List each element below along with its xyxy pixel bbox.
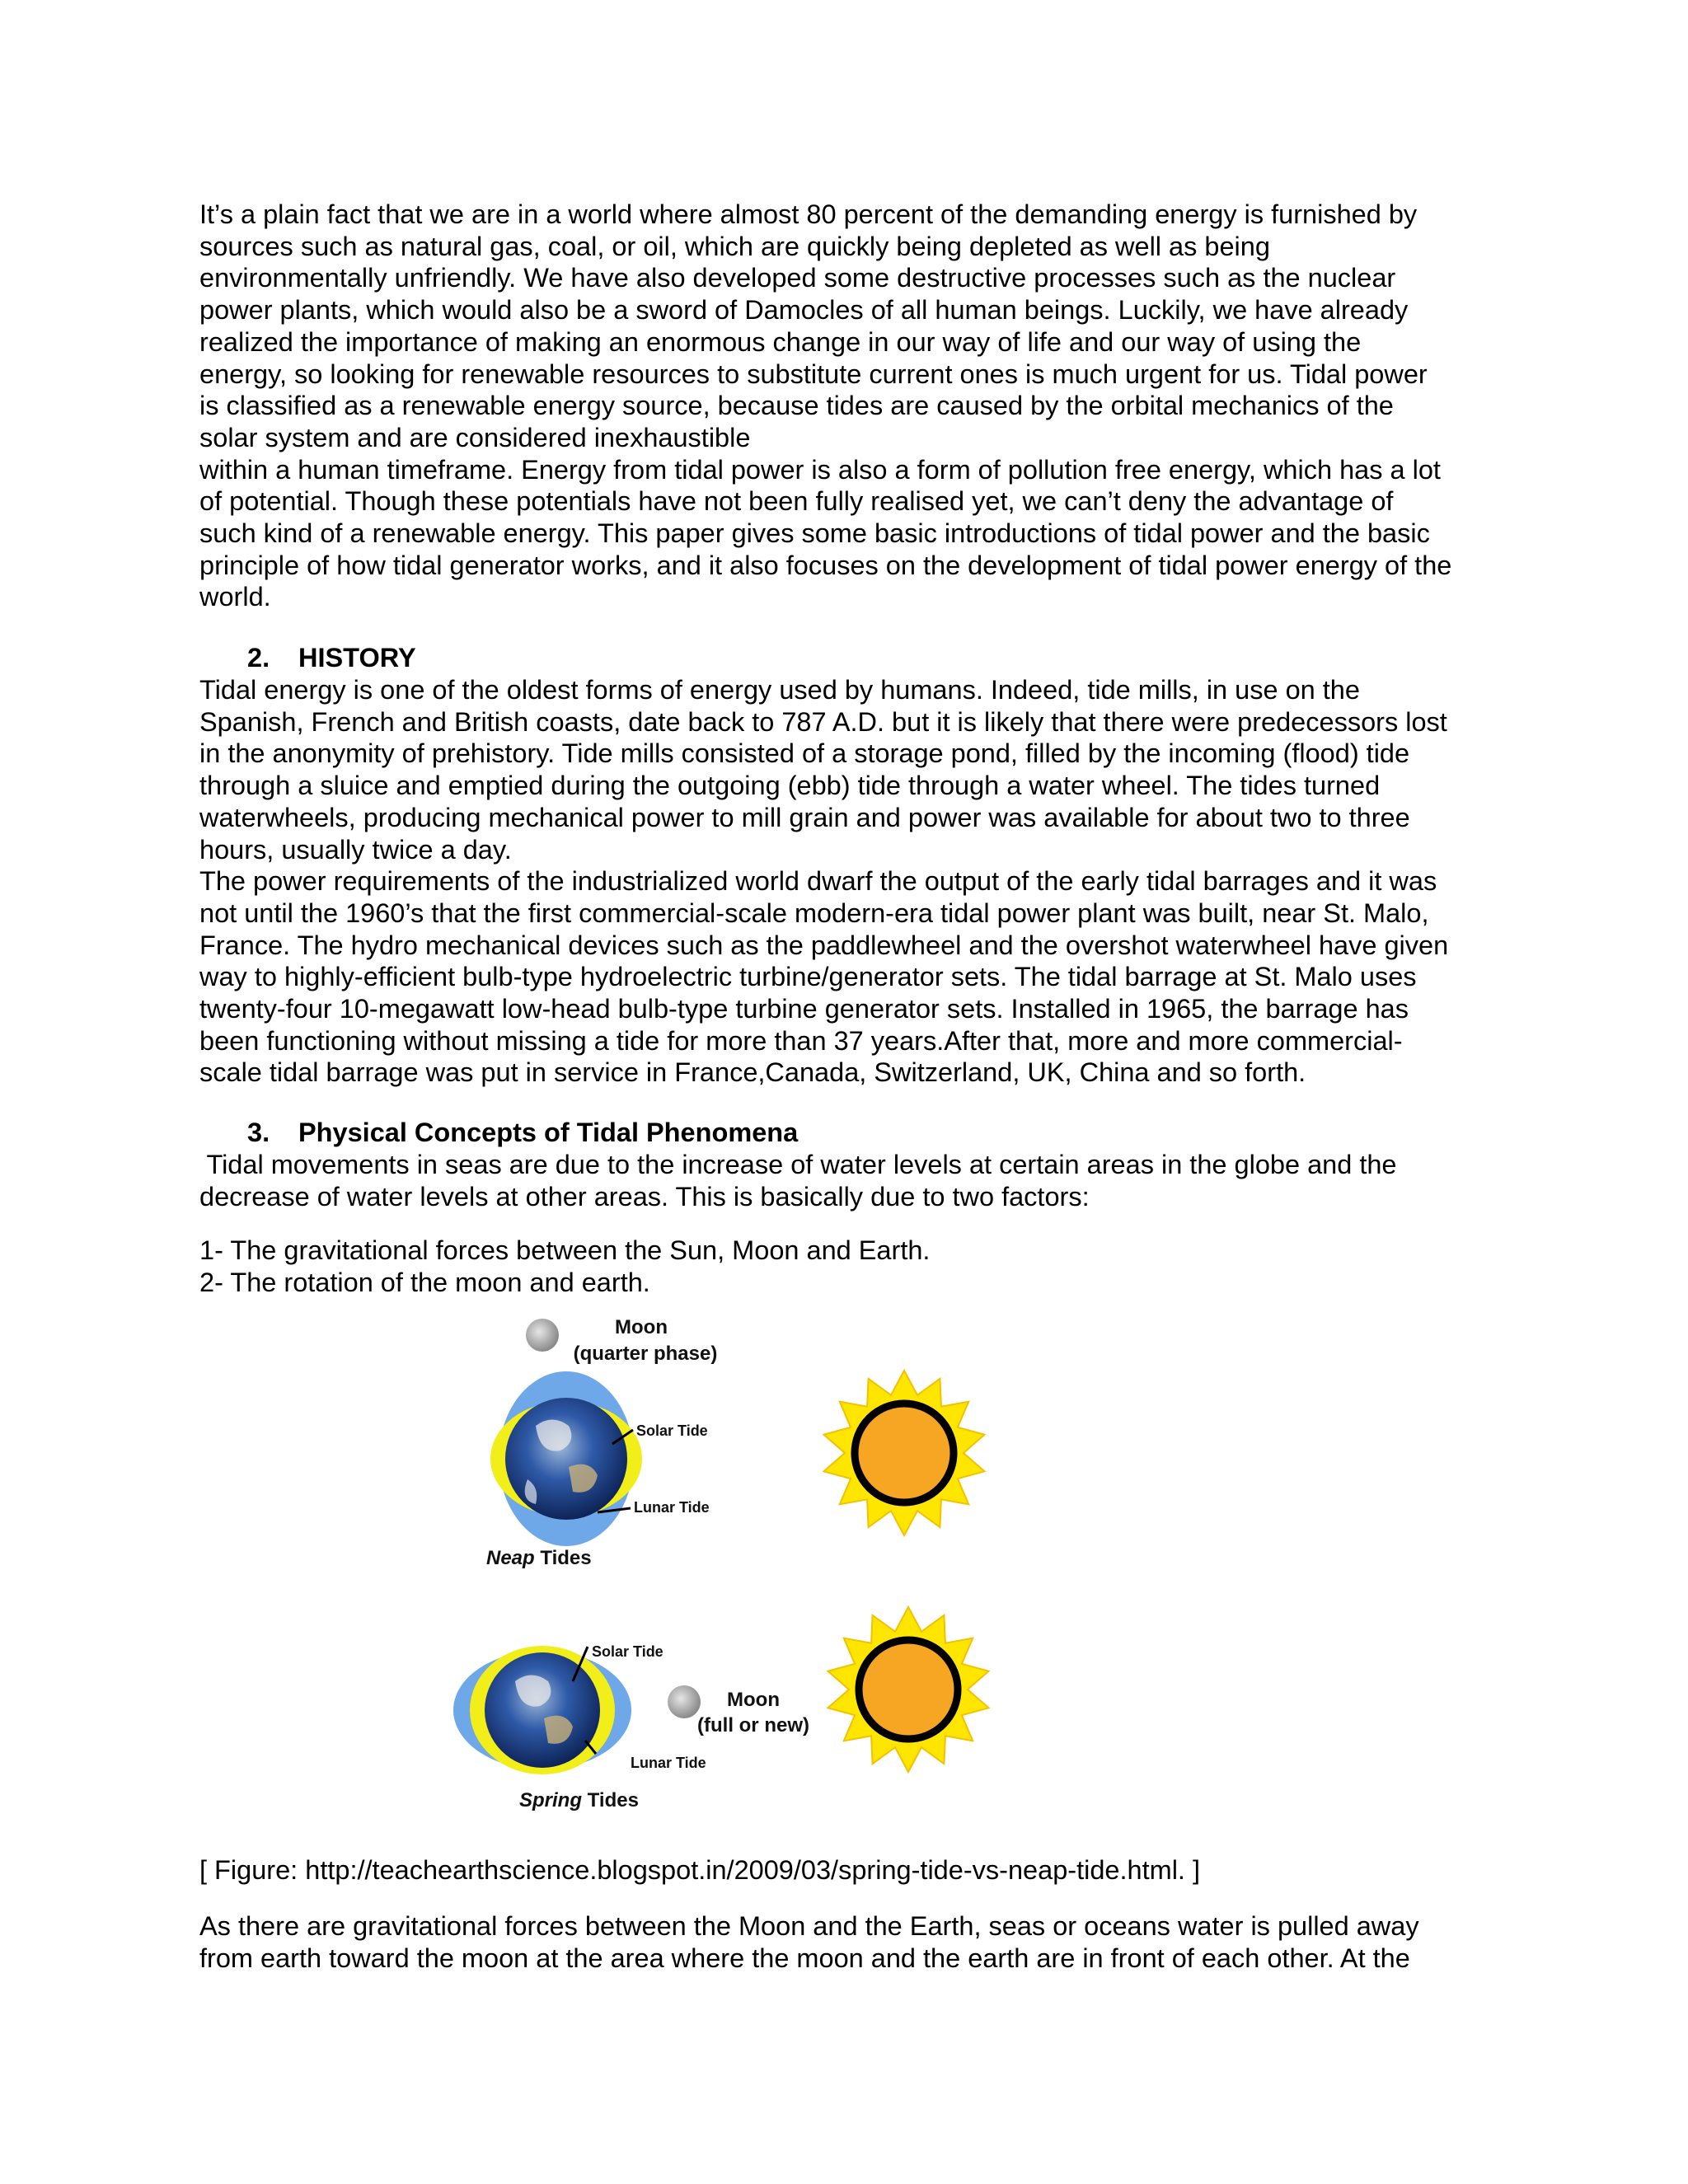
text-line: Tidal energy is one of the oldest forms of energy used by humans. Indeed, tide mills, in use on the bbox=[199, 675, 1360, 705]
text-line: energy, so looking for renewable resources to substitute current ones is much urgent for us. Tidal power bbox=[199, 359, 1428, 389]
text-line: sources such as natural gas, coal, or oil, which are quickly being depleted as well as being bbox=[199, 231, 1270, 261]
spring-lunar-tide-label: Lunar Tide bbox=[631, 1755, 706, 1771]
text-line: twenty-four 10-megawatt low-head bulb-type turbine generator sets. Installed in 1965, the barrage has bbox=[199, 994, 1409, 1024]
section-title: Physical Concepts of Tidal Phenomena bbox=[298, 1118, 799, 1147]
neap-moon bbox=[526, 1319, 559, 1352]
neap-solar-tide-label: Solar Tide bbox=[636, 1422, 708, 1439]
text-line: from earth toward the moon at the area where the moon and the earth are in front of each other. At the bbox=[199, 1943, 1410, 1973]
tides-diagram bbox=[445, 1302, 1055, 1821]
text-line: through a sluice and emptied during the outgoing (ebb) tide through a water wheel. The tides turned bbox=[199, 771, 1381, 801]
tides-figure bbox=[445, 1302, 1055, 1821]
spring-earth-group bbox=[453, 1646, 631, 1774]
spring-caption-italic: Spring bbox=[519, 1789, 582, 1811]
closing-paragraph bbox=[199, 1910, 1502, 1974]
section-number: 2. bbox=[247, 643, 270, 673]
spring-sun bbox=[828, 1607, 989, 1772]
section-heading-physical-concepts bbox=[247, 1117, 798, 1149]
spring-moon-phase-label: (full or new) bbox=[697, 1714, 809, 1736]
neap-lunar-tide-label: Lunar Tide bbox=[634, 1499, 710, 1516]
text-line: hours, usually twice a day. bbox=[199, 834, 512, 865]
spring-solar-tide-label: Solar Tide bbox=[592, 1643, 663, 1660]
text-line: is classified as a renewable energy source, because tides are caused by the orbital mechanics of the bbox=[199, 391, 1394, 421]
text-line: waterwheels, producing mechanical power to mill grain and power was available for about two to three bbox=[199, 802, 1410, 832]
physical-concepts-paragraph bbox=[199, 1149, 1502, 1212]
text-line: world. bbox=[199, 582, 271, 612]
text-line: such kind of a renewable energy. This paper gives some basic introductions of tidal power and the basic bbox=[199, 518, 1430, 549]
spring-moon-label: Moon bbox=[727, 1689, 780, 1711]
section-number: 3. bbox=[247, 1118, 270, 1147]
text-line: decrease of water levels at other areas. This is basically due to two factors: bbox=[199, 1181, 1090, 1212]
list-item: 1- The gravitational forces between the Sun, Moon and Earth. bbox=[199, 1235, 931, 1265]
spring-earth bbox=[485, 1652, 600, 1768]
neap-caption bbox=[486, 1547, 592, 1569]
spring-moon bbox=[668, 1685, 701, 1718]
text-line: been functioning without missing a tide for more than 37 years.After that, more and more commercial- bbox=[199, 1025, 1403, 1056]
text-line: power plants, which would also be a sword of Damocles of all human beings. Luckily, we have already bbox=[199, 295, 1409, 326]
neap-moon-label: Moon bbox=[615, 1316, 668, 1338]
text-line: way to highly-efficient bulb-type hydroelectric turbine/generator sets. The tidal barrage at St. Malo uses bbox=[199, 962, 1417, 992]
text-line: The power requirements of the industrialized world dwarf the output of the early tidal barrages and it was bbox=[199, 866, 1437, 897]
neap-earth bbox=[505, 1398, 627, 1520]
text-line: scale tidal barrage was put in service in France,Canada, Switzerland, UK, China and so forth. bbox=[199, 1057, 1306, 1088]
list-item: 2- The rotation of the moon and earth. bbox=[199, 1267, 650, 1297]
text-line: not until the 1960’s that the first commercial-scale modern-era tidal power plant was built, near St. Malo, bbox=[199, 898, 1429, 928]
text-line: As there are gravitational forces between the Moon and the Earth, seas or oceans water is pulled away bbox=[199, 1911, 1419, 1941]
text-line: principle of how tidal generator works, and it also focuses on the development of tidal power energy of the bbox=[199, 550, 1452, 580]
text-line: environmentally unfriendly. We have also developed some destructive processes such as the nuclear bbox=[199, 263, 1396, 293]
neap-earth-group bbox=[490, 1371, 642, 1546]
text-line: France. The hydro mechanical devices such as the paddlewheel and the overshot waterwheel have given bbox=[199, 930, 1449, 960]
spring-caption bbox=[519, 1789, 639, 1811]
factors-list bbox=[199, 1235, 1502, 1298]
figure-source bbox=[199, 1854, 1502, 1886]
text-line: Tidal movements in seas are due to the increase of water levels at certain areas in the globe and the bbox=[199, 1150, 1397, 1179]
text-line: It’s a plain fact that we are in a world where almost 80 percent of the demanding energy is furnished by bbox=[199, 199, 1418, 229]
text-line: of potential. Though these potentials have not been fully realised yet, we can’t deny the advantage of bbox=[199, 486, 1394, 517]
text-line: Spanish, French and British coasts, date back to 787 A.D. but it is likely that there were predecessors lost bbox=[199, 706, 1447, 737]
section-title: HISTORY bbox=[298, 643, 416, 673]
section-heading-history bbox=[247, 642, 416, 674]
spring-caption-rest: Tides bbox=[582, 1789, 639, 1811]
neap-caption-italic: Neap bbox=[486, 1547, 535, 1569]
neap-caption-rest: Tides bbox=[534, 1547, 592, 1569]
text-line: realized the importance of making an enormous change in our way of life and our way of using the bbox=[199, 326, 1362, 357]
text-line: solar system and are considered inexhaustible bbox=[199, 422, 751, 452]
neap-sun bbox=[824, 1371, 985, 1535]
intro-paragraph bbox=[199, 199, 1502, 613]
history-paragraph bbox=[199, 674, 1502, 1089]
text-line: within a human timeframe. Energy from tidal power is also a form of pollution free energy, which has a lot bbox=[199, 454, 1441, 485]
text-line: in the anonymity of prehistory. Tide mills consisted of a storage pond, filled by the incoming (flood) tide bbox=[199, 738, 1410, 769]
figure-source-text: [ Figure: http://teachearthscience.blogspot.in/2009/03/spring-tide-vs-neap-tide.html. ] bbox=[199, 1855, 1201, 1885]
neap-moon-phase-label: (quarter phase) bbox=[573, 1343, 718, 1365]
